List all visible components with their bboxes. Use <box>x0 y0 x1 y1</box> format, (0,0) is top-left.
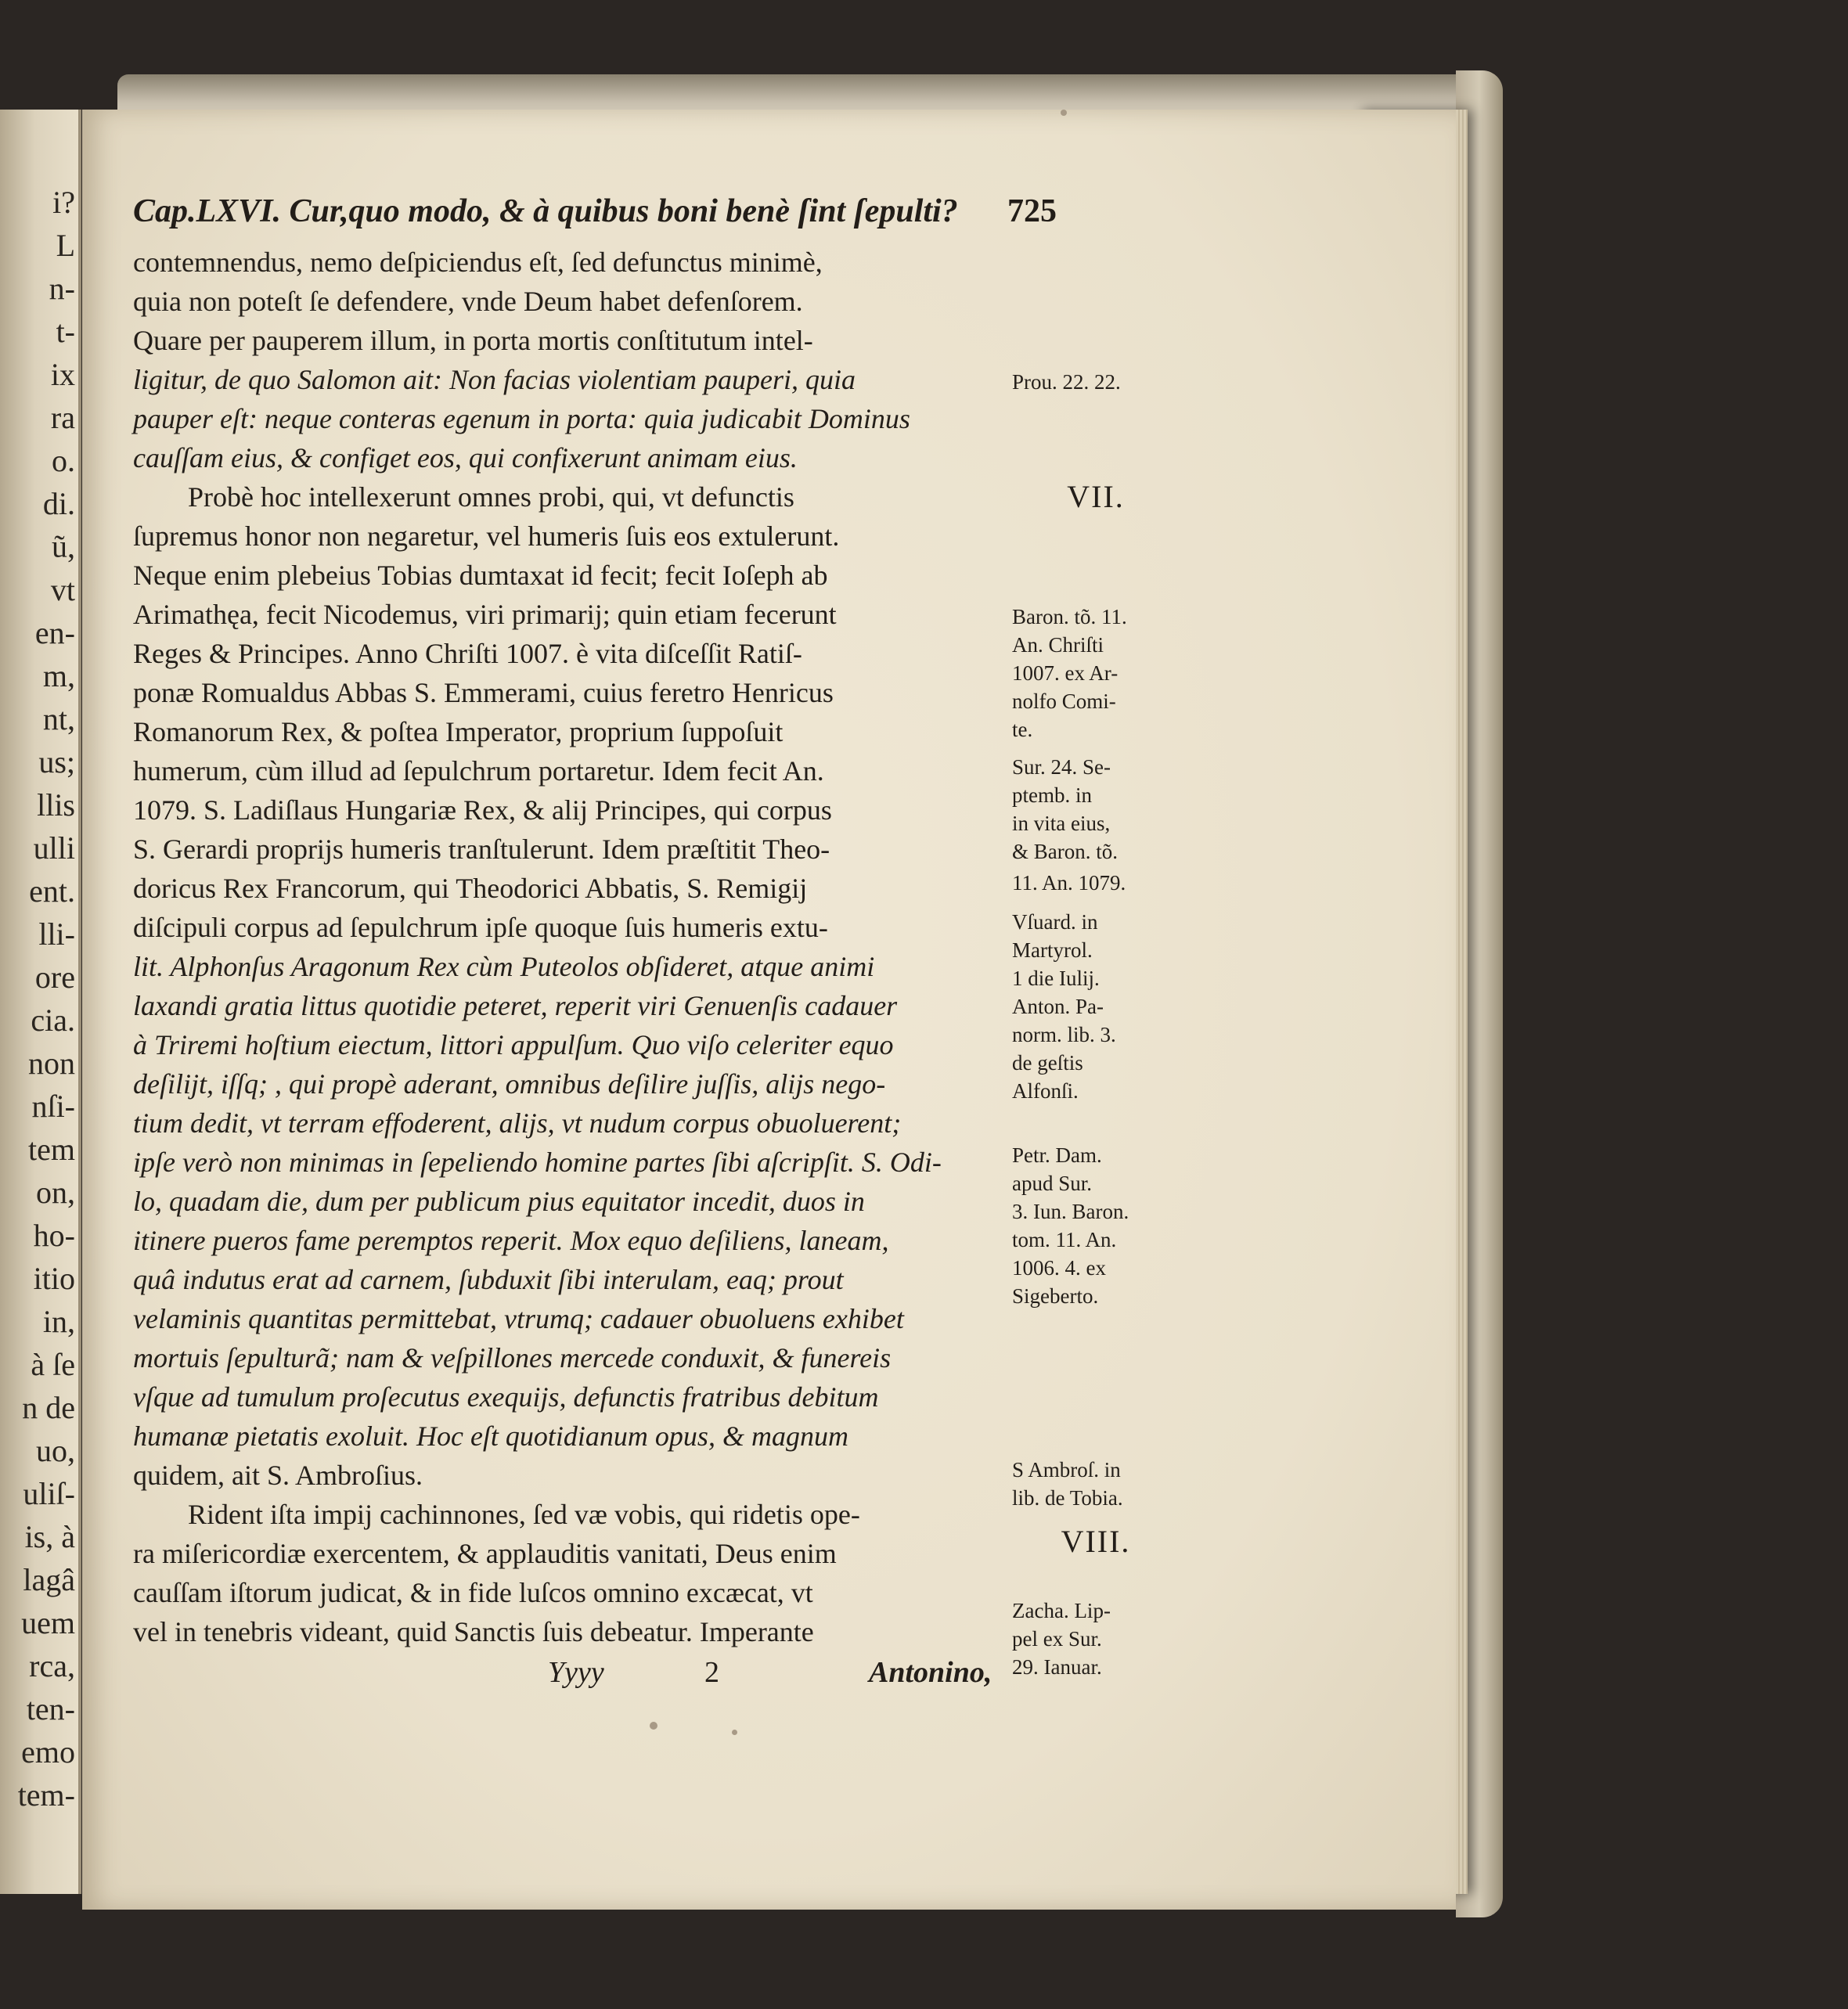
text-line: velaminis quantitas permittebat, vtrumq; cadauer obuoluens exhibet <box>133 1303 904 1334</box>
margin-note: Vſuard. in <box>1012 910 1098 934</box>
text-line: pauper eſt: neque conteras egenum in porta: quia judicabit Dominus <box>133 403 910 434</box>
margin-note: 1007. ex Ar- <box>1012 661 1119 685</box>
text-line: ſupremus honor non negaretur, vel humeris ſuis eos extulerunt. <box>133 520 840 552</box>
text-line: Arimathęa, fecit Nicodemus, viri primarij; quin etiam fecerunt <box>133 599 837 630</box>
text-line: ra miſericordiæ exercentem, & applauditis vanitati, Deus enim <box>133 1538 837 1569</box>
catchword: Antonino, <box>869 1656 992 1689</box>
left-page-line: cia. <box>31 1003 75 1038</box>
text-line: cauſſam iſtorum judicat, & in fide luſcos omnino excæcat, vt <box>133 1577 813 1608</box>
section-number: VII. <box>1067 479 1125 514</box>
margin-note: de geſtis <box>1012 1051 1083 1075</box>
text-line: 1079. S. Ladiſlaus Hungariæ Rex, & alij Principes, qui corpus <box>133 794 832 826</box>
left-page-line: us; <box>38 744 75 779</box>
text-line: ipſe verò non minimas in ſepeliendo homine partes ſibi aſcripſit. S. Odi- <box>133 1147 942 1178</box>
margin-note: S Ambroſ. in <box>1012 1458 1121 1482</box>
margin-note: 29. Ianuar. <box>1012 1655 1102 1679</box>
left-page-line: lagâ <box>23 1562 75 1597</box>
left-page-line: llis <box>37 787 75 823</box>
paper-speck <box>650 1722 657 1730</box>
left-page-line: n- <box>49 271 75 306</box>
text-line: vſque ad tumulum proſecutus exequijs, defunctis fratribus debitum <box>133 1381 879 1413</box>
text-line: Quare per pauperem illum, in porta mortis conſtitutum intel- <box>133 325 813 356</box>
left-page-line: i? <box>52 185 75 220</box>
left-page-line: in, <box>42 1304 75 1339</box>
left-page-line: rca, <box>29 1648 75 1683</box>
text-line: quia non poteſt ſe defendere, vnde Deum habet defenſorem. <box>133 286 803 317</box>
margin-note: An. Chriſti <box>1012 633 1104 657</box>
left-page-fragment <box>0 110 81 1894</box>
text-line: lit. Alphonſus Aragonum Rex cùm Puteolos obſideret, atque animi <box>133 951 875 982</box>
text-line: humanæ pietatis exoluit. Hoc eſt quotidianum opus, & magnum <box>133 1420 848 1452</box>
text-line: deſilijt, iſſq; , qui propè aderant, omnibus deſilire juſſis, alijs nego- <box>133 1068 886 1100</box>
left-page-line: nſi- <box>31 1089 75 1124</box>
left-page-line: en- <box>34 615 75 650</box>
running-head-title: Cap.LXVI. Cur,quo modo, & à quibus boni benè ſint ſepulti? <box>133 193 958 229</box>
text-line: itinere pueros fame peremptos reperit. Mox equo deſiliens, laneam, <box>133 1225 889 1256</box>
text-line: ponæ Romualdus Abbas S. Emmerami, cuius feretro Henricus <box>133 677 834 708</box>
text-line: Romanorum Rex, & poſtea Imperator, proprium ſuppoſuit <box>133 716 784 747</box>
signature-mark: Yyyy <box>548 1656 604 1689</box>
left-page-line: n de <box>22 1390 75 1425</box>
margin-note: lib. de Tobia. <box>1012 1486 1123 1510</box>
left-page-line: is, à <box>24 1519 75 1554</box>
left-page-line: ore <box>34 959 75 995</box>
left-page-line: uem <box>21 1605 75 1640</box>
left-page-line: ra <box>50 400 75 435</box>
text-line: S. Gerardi proprijs humeris tranſtulerunt. Idem præſtitit Theo- <box>133 833 830 865</box>
left-page-line: vt <box>50 572 75 607</box>
page-number: 725 <box>1007 193 1057 229</box>
margin-note: Sur. 24. Se- <box>1012 755 1111 779</box>
left-page-line: ulli <box>33 830 75 866</box>
left-page-line: emo <box>21 1734 75 1770</box>
left-page-line: ix <box>50 357 75 392</box>
text-line: tium dedit, vt terram effoderent, alijs, vt nudum corpus obuoluerent; <box>133 1107 902 1139</box>
text-line: Probè hoc intellexerunt omnes probi, qui, vt defunctis <box>188 481 794 513</box>
running-head <box>133 188 1057 235</box>
left-page-line: m, <box>42 658 75 693</box>
margin-note: ptemb. in <box>1012 783 1092 807</box>
text-line: humerum, cùm illud ad ſepulchrum portaretur. Idem fecit An. <box>133 755 824 787</box>
paper-speck <box>732 1730 737 1735</box>
text-line: lo, quadam die, dum per publicum pius equitator incedit, duos in <box>133 1186 865 1217</box>
left-page-line: uo, <box>36 1433 75 1468</box>
text-line: Reges & Principes. Anno Chriſti 1007. è vita diſceſſit Ratiſ- <box>133 638 802 669</box>
text-line: quâ indutus erat ad carnem, ſubduxit ſibi interulam, eaq; prout <box>133 1264 844 1295</box>
section-number: VIII. <box>1061 1524 1131 1559</box>
margin-note: 11. An. 1079. <box>1012 871 1126 895</box>
text-line: à Triremi hoſtium eiectum, littori appulſum. Quo viſo celeriter equo <box>133 1029 894 1060</box>
margin-note: nolfo Comi- <box>1012 689 1116 713</box>
signature-number: 2 <box>704 1656 719 1689</box>
margin-note: apud Sur. <box>1012 1172 1093 1195</box>
text-line: vel in tenebris videant, quid Sanctis ſuis debeatur. Imperante <box>133 1616 814 1647</box>
paper-speck <box>1061 110 1067 116</box>
margin-note: Anton. Pa- <box>1012 995 1104 1018</box>
text-line: quidem, ait S. Ambroſius. <box>133 1460 423 1491</box>
left-page-line: on, <box>36 1175 75 1210</box>
text-line: ligitur, de quo Salomon ait: Non facias violentiam pauperi, quia <box>133 364 856 395</box>
left-page-line: tem- <box>17 1777 75 1813</box>
text-line: Neque enim plebeius Tobias dumtaxat id fecit; fecit Ioſeph ab <box>133 560 828 591</box>
margin-note: Petr. Dam. <box>1012 1143 1102 1167</box>
margin-note: te. <box>1012 718 1033 741</box>
margin-note: 1 die Iulij. <box>1012 967 1100 990</box>
text-line: contemnendus, nemo deſpiciendus eſt, ſed defunctus minimè, <box>133 247 823 278</box>
left-page-line: o. <box>52 443 75 478</box>
margin-note: Baron. tõ. 11. <box>1012 605 1127 628</box>
text-line: cauſſam eius, & configet eos, qui confixerunt animam eius. <box>133 442 798 473</box>
left-page-line: ten- <box>26 1691 75 1726</box>
left-page-line: t- <box>56 314 75 349</box>
margin-note: Martyrol. <box>1012 938 1093 962</box>
left-page-line: à ſe <box>31 1347 75 1382</box>
left-page-line: lli- <box>38 916 75 952</box>
left-page-line: non <box>28 1046 75 1081</box>
left-page-line: L <box>56 228 75 263</box>
margin-note: Alfonſi. <box>1012 1079 1079 1103</box>
text-line: laxandi gratia littus quotidie peteret, reperit viri Genuenſis cadauer <box>133 990 898 1021</box>
text-line: diſcipuli corpus ad ſepulchrum ipſe quoque ſuis humeris extu- <box>133 912 828 943</box>
margin-note: Zacha. Lip- <box>1012 1599 1111 1622</box>
left-page-line: di. <box>42 486 75 521</box>
margin-note: in vita eius, <box>1012 812 1111 835</box>
margin-note: norm. lib. 3. <box>1012 1023 1116 1046</box>
margin-note: tom. 11. An. <box>1012 1228 1117 1251</box>
margin-note: & Baron. tõ. <box>1012 840 1118 863</box>
left-page-line: tem <box>28 1132 75 1167</box>
margin-note: 1006. 4. ex <box>1012 1256 1106 1280</box>
left-page-line: ent. <box>29 873 75 909</box>
margin-note: Sigeberto. <box>1012 1284 1099 1308</box>
left-page-line: ũ, <box>52 529 75 564</box>
left-page-line: itio <box>33 1261 75 1296</box>
margin-note: pel ex Sur. <box>1012 1627 1102 1651</box>
text-line: mortuis ſepulturã; nam & veſpillones mercede conduxit, & funereis <box>133 1342 892 1374</box>
left-page-line: uliſ- <box>23 1476 75 1511</box>
left-page-line: nt, <box>42 701 75 736</box>
left-page-line: ho- <box>33 1218 75 1253</box>
margin-note: Prou. 22. 22. <box>1012 370 1121 394</box>
text-line: Rident iſta impij cachinnones, ſed væ vobis, qui ridetis ope- <box>188 1499 860 1530</box>
margin-note: 3. Iun. Baron. <box>1012 1200 1129 1223</box>
text-line: doricus Rex Francorum, qui Theodorici Abbatis, S. Remigij <box>133 873 808 904</box>
